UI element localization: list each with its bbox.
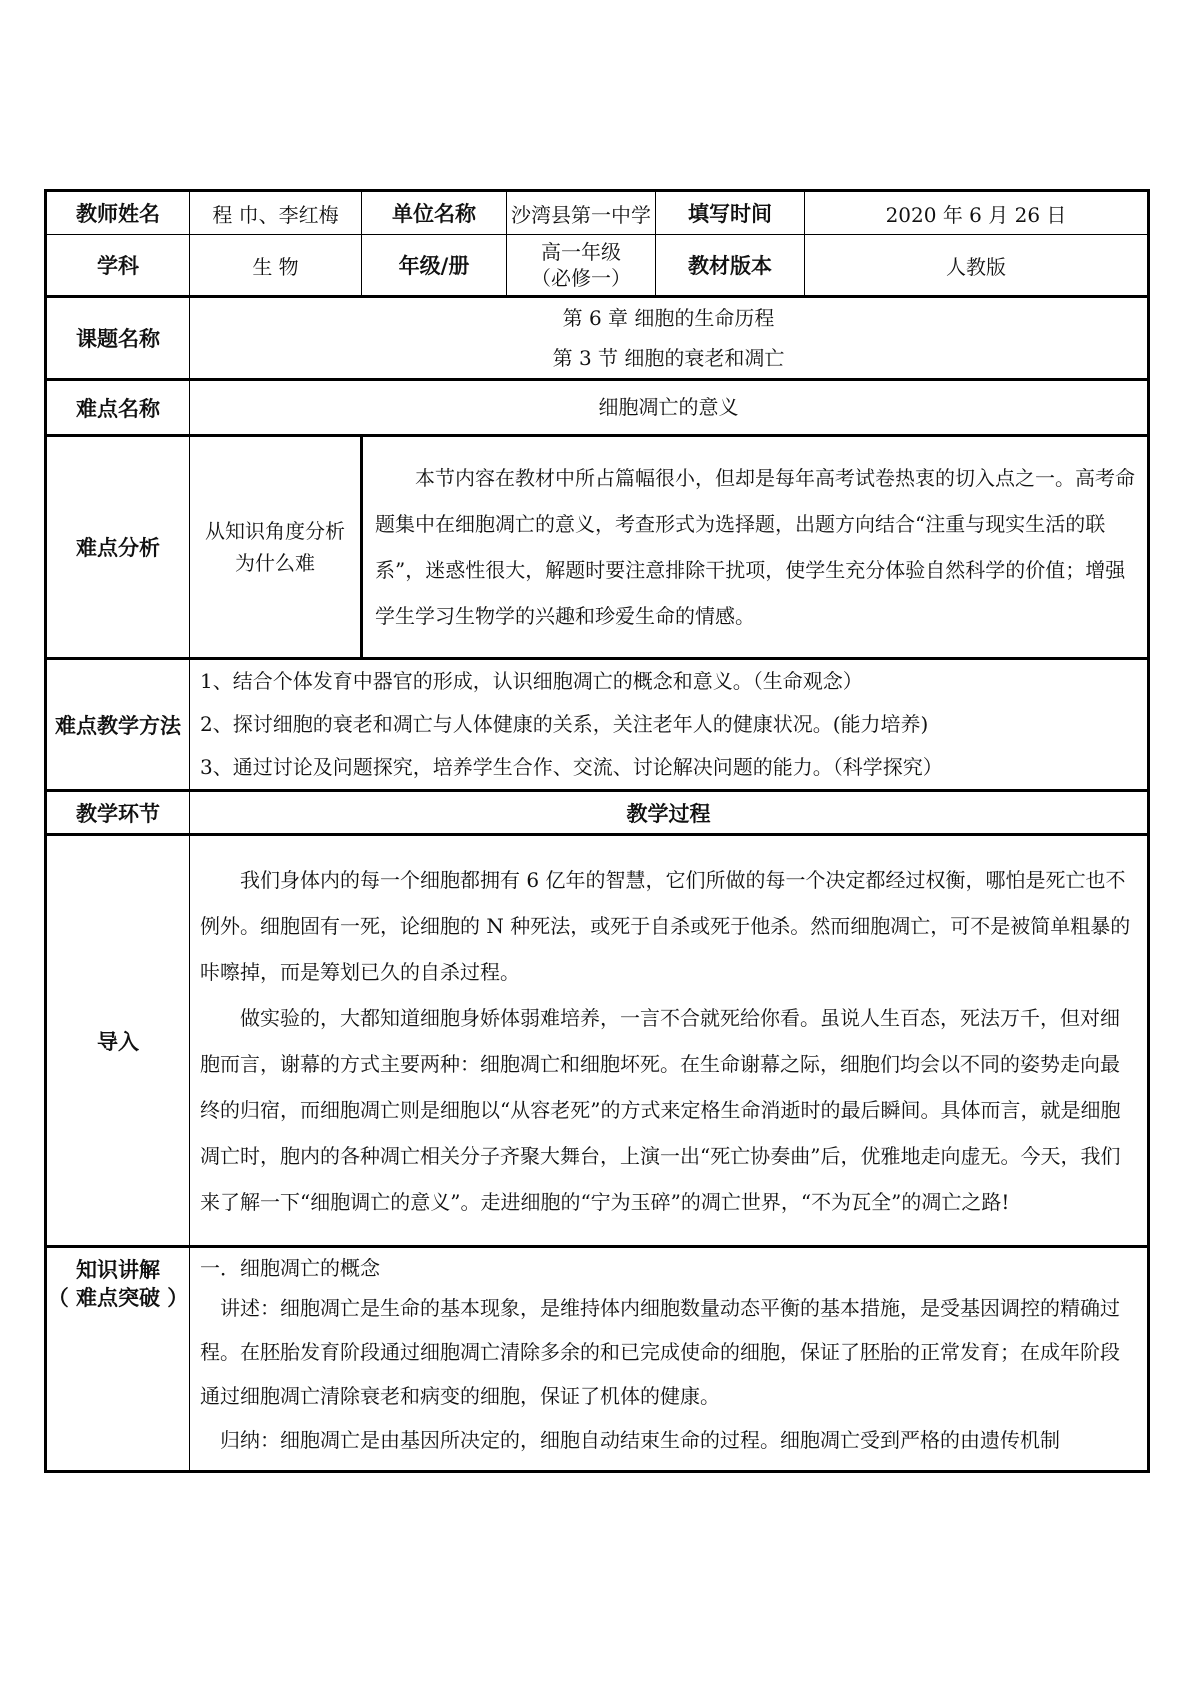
method-label: 难点教学方法 xyxy=(46,659,190,791)
info-row-2 xyxy=(46,235,1149,297)
difficulty-value: 细胞凋亡的意义 xyxy=(190,380,1149,436)
difficulty-row xyxy=(46,380,1149,436)
date-label: 填写时间 xyxy=(656,191,805,235)
subject-label: 学科 xyxy=(46,235,190,297)
method-item: 3、通过讨论及问题探究，培养学生合作、交流、讨论解决问题的能力。（科学探究） xyxy=(200,755,943,779)
date-value: 2020 年 6 月 26 日 xyxy=(805,191,1149,235)
analysis-subheading xyxy=(190,436,362,659)
grade-label: 年级/册 xyxy=(362,235,507,297)
knowledge-paragraph: 归纳：细胞凋亡是由基因所决定的，细胞自动结束生命的过程。细胞凋亡受到严格的由遗传机制 xyxy=(220,1428,1060,1452)
method-row xyxy=(46,659,1149,791)
grade-line-1: 高一年级 xyxy=(541,240,621,264)
edition-value: 人教版 xyxy=(805,235,1149,297)
knowledge-text-cell xyxy=(190,1247,1149,1472)
knowledge-label xyxy=(46,1247,190,1472)
analysis-text: 本节内容在教材中所占篇幅很小，但却是每年高考试卷热衷的切入点之一。高考命题集中在细胞凋亡的意义，考查形式为选择题，出题方向结合“注重与现实生活的联系”，迷惑性很大，解题时要注意排除干扰项，使学生充分体验自然科学的价值；增强学生学习生物学的兴趣和珍爱生命的情感。 xyxy=(375,466,1135,628)
grade-line-2: （必修一） xyxy=(531,266,631,290)
analysis-row xyxy=(46,436,1149,659)
analysis-sub-line-2: 为什么难 xyxy=(235,551,315,575)
topic-chapter: 第 6 章 细胞的生命历程 xyxy=(562,306,775,330)
intro-paragraph: 我们身体内的每一个细胞都拥有 6 亿年的智慧，它们所做的每一个决定都经过权衡，哪怕是死亡也不例外。细胞固有一死，论细胞的 N 种死法，或死于自杀或死于他杀。然而细胞凋亡，可不是被简单粗暴的咔嚓掉，而是筹划已久的自杀过程。 xyxy=(200,867,1131,984)
intro-text-cell xyxy=(190,835,1149,1247)
method-item: 2、探讨细胞的衰老和凋亡与人体健康的关系，关注老年人的健康状况。(能力培养) xyxy=(200,712,929,736)
intro-label: 导入 xyxy=(46,835,190,1247)
analysis-sub-line-1: 从知识角度分析 xyxy=(205,519,345,543)
info-row-1 xyxy=(46,191,1149,235)
analysis-label: 难点分析 xyxy=(46,436,190,659)
method-list xyxy=(190,659,1149,791)
method-item: 1、结合个体发育中器官的形成，认识细胞凋亡的概念和意义。（生命观念） xyxy=(200,669,863,693)
knowledge-heading: 一．细胞凋亡的概念 xyxy=(200,1256,380,1280)
knowledge-paragraph: 讲述：细胞凋亡是生命的基本现象，是维持体内细胞数量动态平衡的基本措施，是受基因调控的精确过程。在胚胎发育阶段通过细胞凋亡清除多余的和已完成使命的细胞，保证了胚胎的正常发育；在成年阶段通过细胞凋亡清除衰老和病变的细胞，保证了机体的健康。 xyxy=(200,1296,1120,1408)
lesson-plan-table xyxy=(44,189,1147,1473)
analysis-text-cell xyxy=(362,436,1149,659)
intro-row xyxy=(46,835,1149,1247)
grade-value xyxy=(507,235,656,297)
topic-section: 第 3 节 细胞的衰老和凋亡 xyxy=(552,346,785,370)
unit-label: 单位名称 xyxy=(362,191,507,235)
topic-label: 课题名称 xyxy=(46,297,190,380)
unit-value: 沙湾县第一中学 xyxy=(507,191,656,235)
difficulty-label: 难点名称 xyxy=(46,380,190,436)
subject-value: 生 物 xyxy=(190,235,362,297)
knowledge-label-line-1: 知识讲解 xyxy=(76,1258,160,1282)
knowledge-row xyxy=(46,1247,1149,1472)
topic-value xyxy=(190,297,1149,380)
edition-label: 教材版本 xyxy=(656,235,805,297)
knowledge-label-line-2: （ 难点突破 ） xyxy=(47,1286,189,1310)
teacher-label: 教师姓名 xyxy=(46,191,190,235)
process-header: 教学过程 xyxy=(190,791,1149,835)
process-header-row xyxy=(46,791,1149,835)
teacher-value: 程 巾、李红梅 xyxy=(190,191,362,235)
intro-paragraph: 做实验的，大都知道细胞身娇体弱难培养，一言不合就死给你看。虽说人生百态，死法万千，但对细胞而言，谢幕的方式主要两种：细胞凋亡和细胞坏死。在生命谢幕之际，细胞们均会以不同的姿势走向最终的归宿，而细胞凋亡则是细胞以“从容老死”的方式来定格生命消逝时的最后瞬间。具体而言，就是细胞凋亡时，胞内的各种凋亡相关分子齐聚大舞台，上演一出“死亡协奏曲”后，优雅地走向虚无。今天，我们来了解一下“细胞调亡的意义”。走进细胞的“宁为玉碎”的凋亡世界，“不为瓦全”的凋亡之路! xyxy=(200,1005,1121,1214)
topic-row xyxy=(46,297,1149,380)
stage-header: 教学环节 xyxy=(46,791,190,835)
